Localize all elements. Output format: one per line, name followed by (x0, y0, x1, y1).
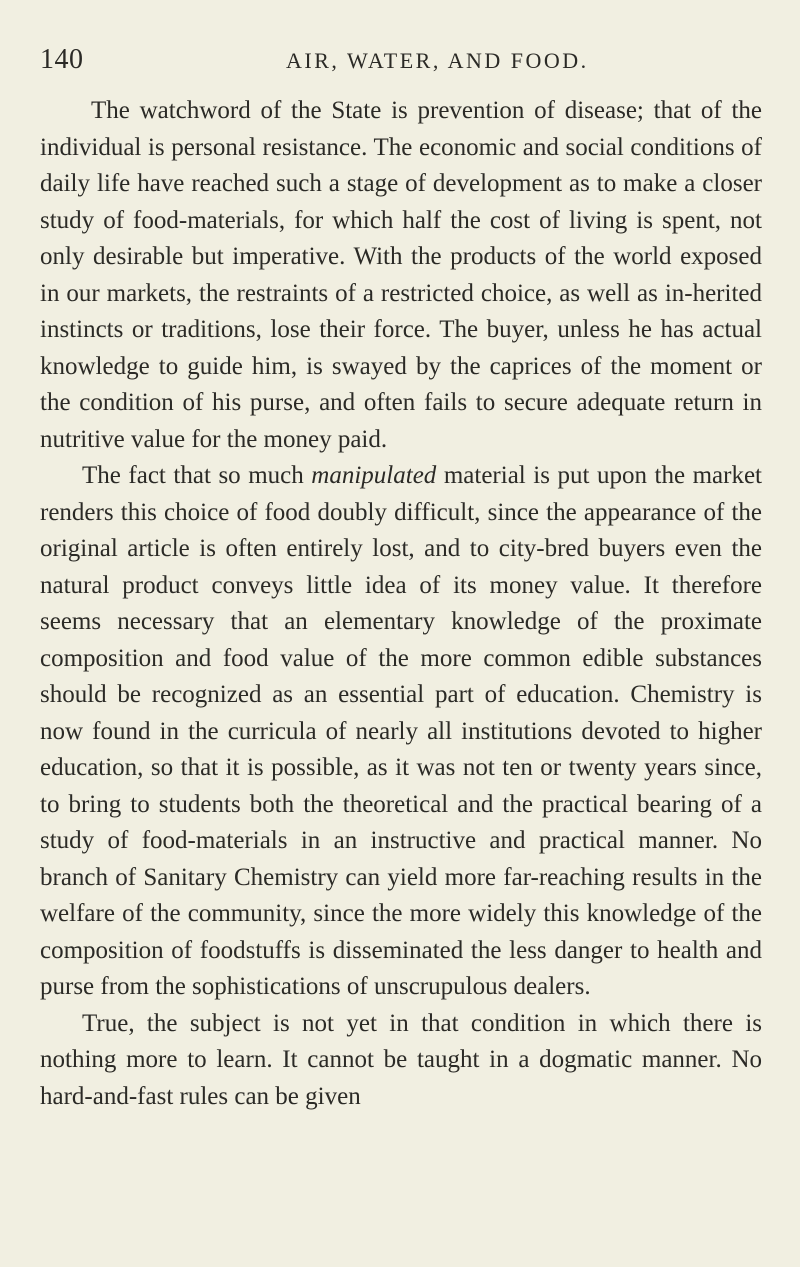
running-head (40, 44, 760, 84)
paragraph-3: True, the subject is not yet in that condition in which there is nothing more to learn. It cannot be taught in a dogmatic manner. No hard-and-fast rules can be given (40, 1009, 762, 1110)
page-number: 140 (40, 44, 84, 75)
emphasized-word: manipulated (311, 462, 437, 489)
paragraph-2-text-start: The fact that so much (82, 462, 312, 489)
running-title: AIR, WATER, AND FOOD. (286, 48, 589, 73)
body-text (40, 93, 762, 1115)
paragraph-2-text-end: material is put upon the market renders this choice of food doubly difficult, since the appearance of the original article is often entirely lost, and to city-bred buyers even the natural product conveys little idea of its money value. It therefore seems necessary that an elementary knowledge of the proximate composition and food value of the more common edible substances should be recognized as an essential part of education. Chemistry is now found in the curricula of nearly all institutions devoted to higher education, so that it is possible, as it was not ten or twenty years since, to bring to students both the theoretical and the practical bearing of a study of food-materials in an instructive and practical manner. No branch of Sanitary Chemistry can yield more far-reaching results in the welfare of the community, since the more widely this knowledge of the composition of foodstuffs is disseminated the less danger to health and purse from the sophistications of unscrupulous dealers. (40, 462, 763, 1000)
paragraph-2 (40, 458, 762, 1006)
paragraph-1: The watchword of the State is prevention of disease; that of the individual is personal resistance. The economic and social conditions of daily life have reached such a stage of development as to make a closer study of food-materials, for which half the cost of living is spent, not only desirable but imperative. With the products of the world exposed in our markets, the restraints of a restricted choice, as well as in-herited instincts or traditions, lose their force. The buyer, unless he has actual knowledge to guide him, is swayed by the caprices of the moment or the condition of his purse, and often fails to secure adequate return in nutritive value for the money paid. (40, 97, 762, 453)
